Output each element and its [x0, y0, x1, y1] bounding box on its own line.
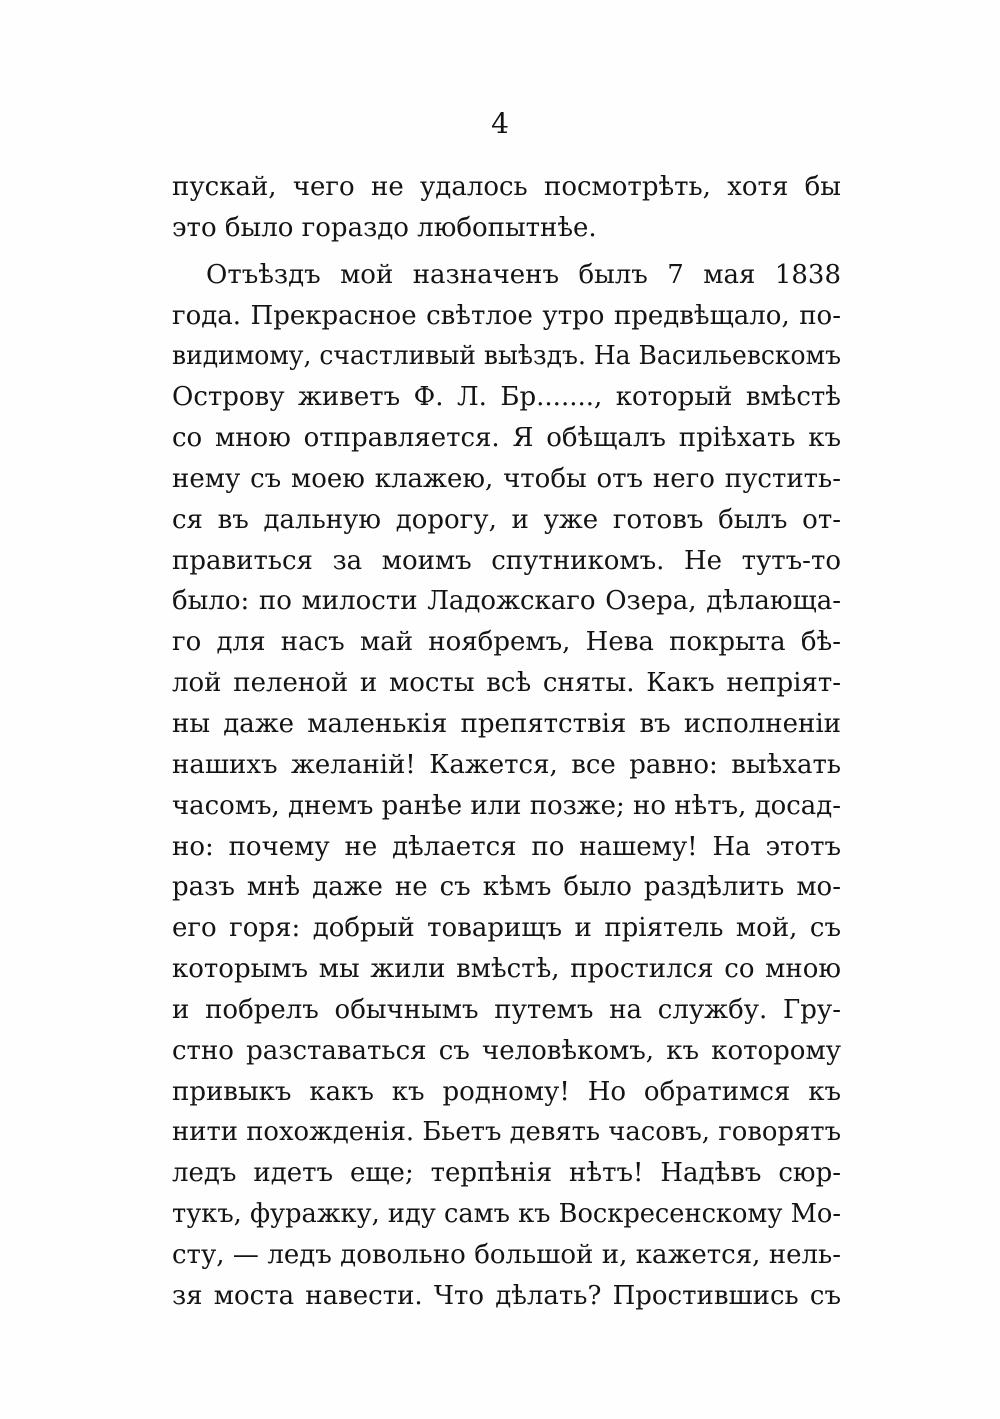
text-line: го для насъ май ноябремъ, Нева покрыта бѣ-: [172, 627, 841, 658]
text-line: нити похожденія. Бьетъ девять часовъ, говорятъ: [172, 1117, 842, 1148]
body-text: [172, 167, 841, 1317]
text-line: ледъ идетъ еще; терпѣнія нѣтъ! Надѣвъ сюр-: [172, 1158, 841, 1189]
text-line: привыкъ какъ къ родному! Но обратимся къ: [172, 1076, 841, 1107]
text-line: часомъ, днемъ ранѣе или позже; но нѣтъ, досад-: [172, 790, 841, 821]
text-line: зя моста навести. Что дѣлать? Простившись съ: [172, 1280, 841, 1311]
text-line: разъ мнѣ даже не съ кѣмъ было раздѣлить мо-: [172, 872, 841, 903]
page-number: 4: [491, 107, 509, 140]
text-line: пускай, чего не удалось посмотрѣть, хотя бы: [172, 172, 841, 202]
text-line: и побрелъ обычнымъ путемъ на службу. Гру-: [172, 994, 841, 1025]
text-line: года. Прекрасное свѣтлое утро предвѣщало, по-: [172, 300, 841, 331]
text-line: тукъ, фуражку, иду самъ къ Воскресенскому Мо-: [172, 1199, 842, 1230]
text-line: его горя: добрый товарищъ и пріятель мой, съ: [172, 913, 841, 944]
text-line: лой пеленой и мосты всѣ сняты. Какъ непріят-: [172, 668, 841, 699]
text-line: нему съ моею клажею, чтобы отъ него пустить-: [172, 463, 841, 494]
text-line: это было гораздо любопытнѣе.: [172, 212, 597, 243]
text-line: Острову живетъ Ф. Л. Бр......., который вмѣстѣ: [172, 382, 841, 413]
text-line: которымъ мы жили вмѣстѣ, простился со мною: [172, 954, 841, 985]
text-line: правиться за моимъ спутникомъ. Не тутъ-то: [172, 545, 841, 576]
text-line: было: по милости Ладожскаго Озера, дѣлающа-: [172, 586, 841, 617]
text-line: сту, — ледъ довольно большой и, кажется, нель-: [172, 1239, 841, 1270]
text-line: но: почему не дѣлается по нашему! На этотъ: [172, 831, 841, 862]
paragraph-1: [172, 167, 841, 249]
text-line: нашихъ желаній! Кажется, все равно: выѣхать: [172, 749, 841, 780]
paragraph-2: [172, 255, 841, 1317]
text-line: со мною отправляется. Я обѣщалъ пріѣхать къ: [172, 423, 841, 454]
text-line: видимому, счастливый выѣздъ. На Васильевскомъ: [172, 341, 841, 372]
text-line: ны даже маленькія препятствія въ исполненіи: [172, 708, 841, 739]
text-line: ся въ дальную дорогу, и уже готовъ былъ от-: [172, 504, 841, 535]
text-line: Отъѣздъ мой назначенъ былъ 7 мая 1838: [206, 259, 841, 290]
text-line: стно разставаться съ человѣкомъ, къ которому: [172, 1035, 841, 1066]
